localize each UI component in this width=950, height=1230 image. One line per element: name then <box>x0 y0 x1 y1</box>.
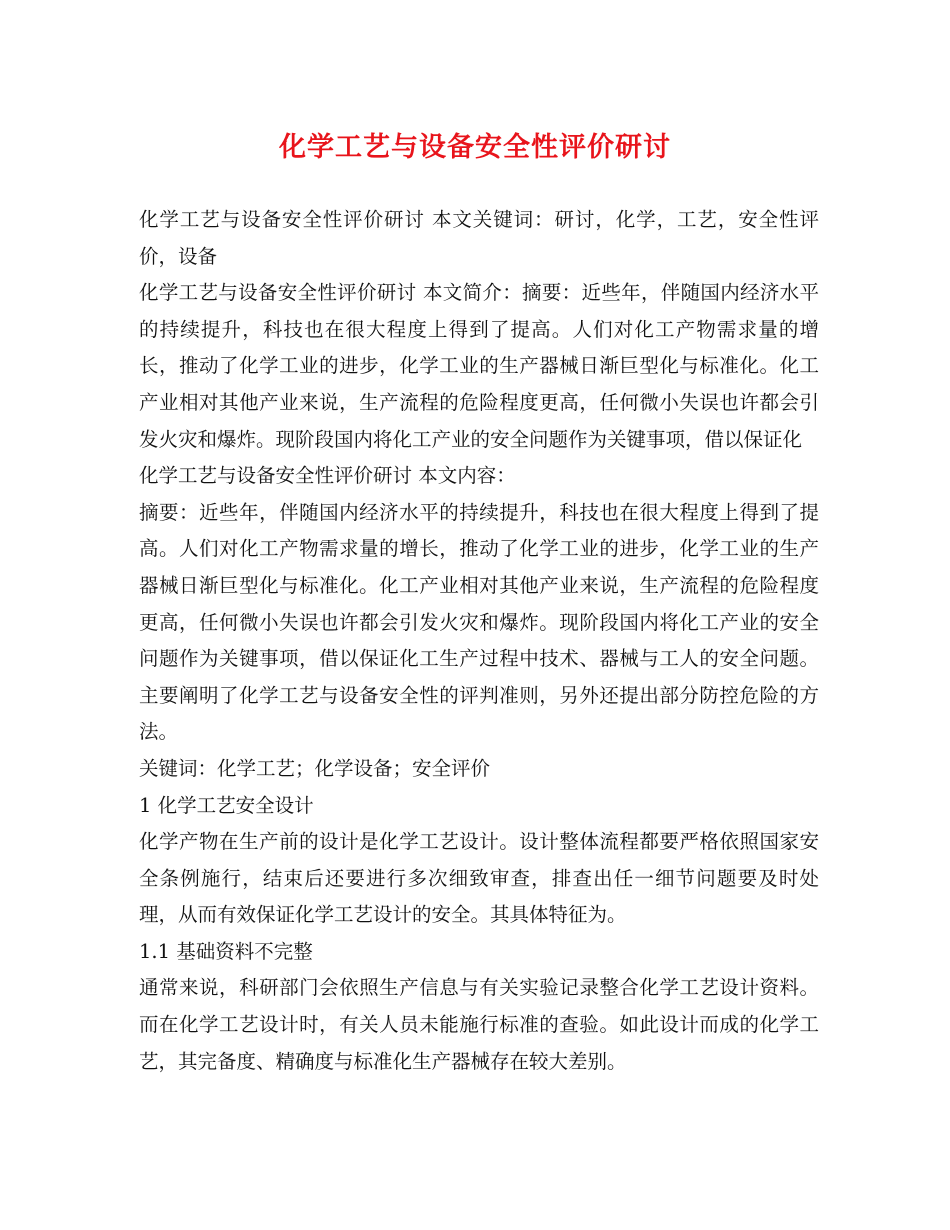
abstract-paragraph: 摘要：近些年，伴随国内经济水平的持续提升，科技也在很大程度上得到了提高。人们对化工产物需求量的增长，推动了化学工业的进步，化学工业的生产器械日渐巨型化与标准化。化工产业相对其他产业来说，生产流程的危险程度更高，任何微小失误也许都会引发火灾和爆炸。现阶段国内将化工产业的安全问题作为关键事项，借以保证化工生产过程中技术、器械与工人的安全问题。主要阐明了化学工艺与设备安全性的评判准则，另外还提出部分防控危险的方法。 <box>139 500 819 744</box>
keywords-paragraph: 关键词：化学工艺；化学设备；安全评价 <box>139 756 491 780</box>
content-heading-line: 化学工艺与设备安全性评价研讨 本文内容： <box>139 464 516 488</box>
document-title: 化学工艺与设备安全性评价研讨 <box>279 132 671 163</box>
keywords-line: 化学工艺与设备安全性评价研讨 本文关键词：研讨，化学，工艺，安全性评价，设备 <box>139 208 819 268</box>
subsection-1-1-paragraph: 通常来说，科研部门会依照生产信息与有关实验记录整合化学工艺设计资料。而在化学工艺设计时，有关人员未能施行标准的查验。如此设计而成的化学工艺，其完备度、精确度与标准化生产器械存在较大差别。 <box>139 976 819 1073</box>
subsection-heading-1-1: 1.1 基础资料不完整 <box>139 939 313 963</box>
summary-paragraph: 化学工艺与设备安全性评价研讨 本文简介：摘要：近些年，伴随国内经济水平的持续提升，科技也在很大程度上得到了提高。人们对化工产物需求量的增长，推动了化学工业的进步，化学工业的生产器械日渐巨型化与标准化。化工产业相对其他产业来说，生产流程的危险程度更高，任何微小失误也许都会引发火灾和爆炸。现阶段国内将化工产业的安全问题作为关键事项，借以保证化 <box>139 281 819 451</box>
section-heading-1: 1 化学工艺安全设计 <box>139 793 314 817</box>
section-1-paragraph: 化学产物在生产前的设计是化学工艺设计。设计整体流程都要严格依照国家安全条例施行，结束后还要进行多次细致审查，排查出任一细节问题要及时处理，从而有效保证化学工艺设计的安全。其具体特征为。 <box>139 830 819 927</box>
document-body <box>139 202 819 1080</box>
